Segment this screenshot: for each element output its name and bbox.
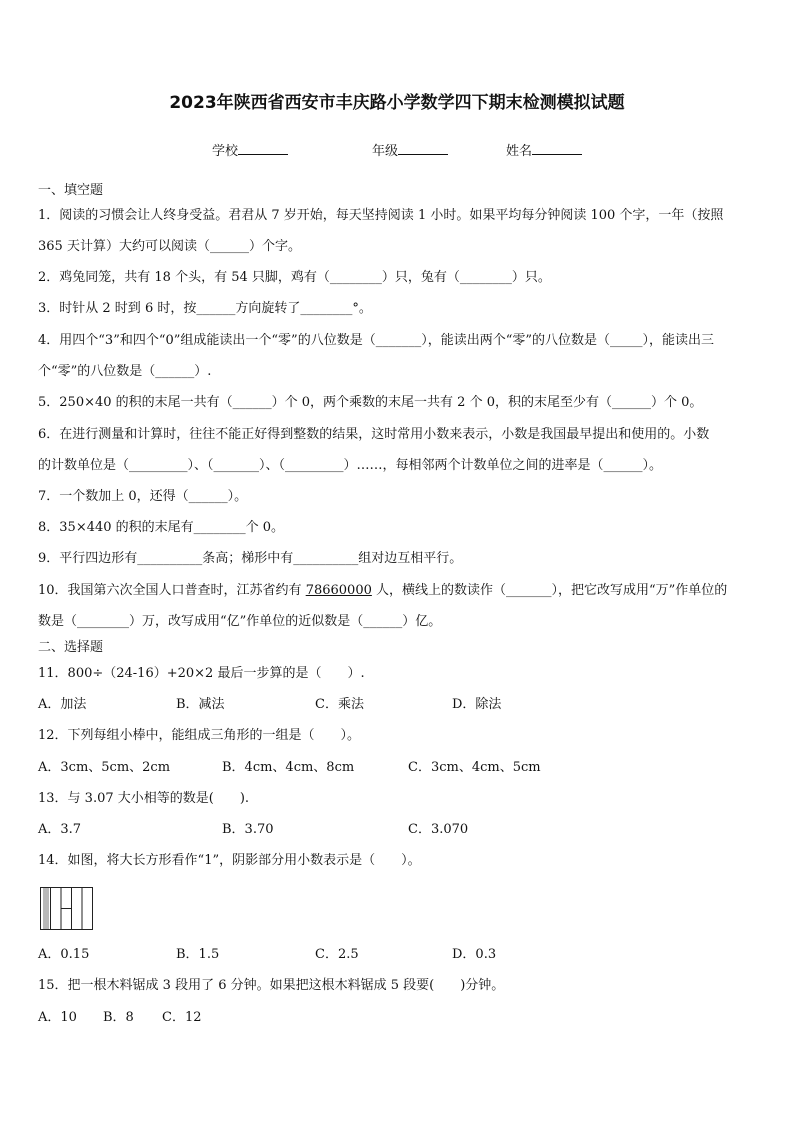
school-label: 学校 xyxy=(212,144,239,159)
question-5: 5．250×40 的积的末尾一共有（______）个 0，两个乘数的末尾一共有 2 个 0，积的末尾至少有（______）个 0。 xyxy=(38,395,703,410)
q11-option-a: A．加法 xyxy=(38,697,87,712)
question-1-line-2: 365 天计算）大约可以阅读（______）个字。 xyxy=(38,239,301,254)
question-4-line-2: 个“零”的八位数是（______）. xyxy=(38,364,212,379)
question-4-line-1: 4．用四个“3”和四个“0”组成能读出一个“零”的八位数是（_______），能读出两个“零”的八位数是（_____），能读出三 xyxy=(38,333,714,348)
question-10-line-1 xyxy=(38,582,763,600)
section-fill-blank: 一、填空题 xyxy=(38,183,104,198)
name-field xyxy=(506,140,582,159)
population-number: 78660000 xyxy=(305,583,372,598)
page-title: 2023年陕西省西安市丰庆路小学数学四下期末检测模拟试题 xyxy=(169,93,625,113)
section-multiple-choice: 二、选择题 xyxy=(38,640,104,655)
question-9: 9．平行四边形有__________条高；梯形中有__________组对边互相平行。 xyxy=(38,551,463,566)
q14-option-b: B．1.5 xyxy=(176,947,220,962)
question-12: 12．下列每组小棒中，能组成三角形的一组是（ ）。 xyxy=(38,728,361,743)
q13-option-b: B．3.70 xyxy=(222,822,274,837)
question-10-suffix: 人，横线上的数读作（_______），把它改写成用“万”作单位的 xyxy=(371,583,728,598)
q14-option-a: A．0.15 xyxy=(38,947,90,962)
name-blank xyxy=(532,142,582,155)
question-1-line-1: 1．阅读的习惯会让人终身受益。君君从 7 岁开始，每天坚持阅读 1 小时。如果平均每分钟阅读 100 个字，一年（按照 xyxy=(38,208,724,223)
q12-option-a: A．3cm、5cm、2cm xyxy=(38,760,171,775)
grade-label: 年级 xyxy=(372,144,399,159)
question-11: 11．800÷（24-16）+20×2 最后一步算的是（ ）. xyxy=(38,666,365,681)
q11-option-c: C．乘法 xyxy=(315,697,364,712)
question-15: 15．把一根木料锯成 3 段用了 6 分钟。如果把这根木料锯成 5 段要( )分钟。 xyxy=(38,978,505,993)
q13-option-a: A．3.7 xyxy=(38,822,82,837)
question-13: 13．与 3.07 大小相等的数是( ). xyxy=(38,791,250,806)
school-blank xyxy=(238,142,288,155)
q11-option-b: B．减法 xyxy=(176,697,225,712)
q15-option-b: B．8 xyxy=(103,1010,134,1025)
question-6-line-1: 6．在进行测量和计算时，往往不能正好得到整数的结果，这时常用小数来表示，小数是我国最早提出和使用的。小数 xyxy=(38,427,710,442)
shaded-strip xyxy=(43,888,49,929)
q12-option-c: C．3cm、4cm、5cm xyxy=(408,760,541,775)
q14-option-d: D．0.3 xyxy=(452,947,497,962)
question-8: 8．35×440 的积的末尾有________个 0。 xyxy=(38,520,285,535)
school-field xyxy=(212,140,288,159)
question-7: 7．一个数加上 0，还得（______）。 xyxy=(38,489,248,504)
question-2: 2．鸡兔同笼，共有 18 个头，有 54 只脚，鸡有（________）只，兔有（________）只。 xyxy=(38,270,551,285)
grade-field xyxy=(372,140,448,159)
q11-option-d: D．除法 xyxy=(452,697,502,712)
question-6-line-2: 的计数单位是（_________）、（_______）、（_________）……，每相邻两个计数单位之间的进率是（______）。 xyxy=(38,458,663,473)
rectangle-figure xyxy=(40,887,94,931)
question-3: 3．时针从 2 时到 6 时，按______方向旋转了________°。 xyxy=(38,301,372,316)
name-label: 姓名 xyxy=(506,144,533,159)
question-14: 14．如图，将大长方形看作“1”，阴影部分用小数表示是（ ）。 xyxy=(38,853,421,868)
q15-option-c: C．12 xyxy=(162,1010,202,1025)
q14-option-c: C．2.5 xyxy=(315,947,359,962)
grade-blank xyxy=(398,142,448,155)
q13-option-c: C．3.070 xyxy=(408,822,469,837)
question-10-prefix: 10．我国第六次全国人口普查时，江苏省约有 xyxy=(38,583,306,598)
q12-option-b: B．4cm、4cm、8cm xyxy=(222,760,355,775)
q15-option-a: A．10 xyxy=(38,1010,77,1025)
question-10-line-2: 数是（________）万，改写成用“亿”作单位的近似数是（______）亿。 xyxy=(38,614,442,629)
